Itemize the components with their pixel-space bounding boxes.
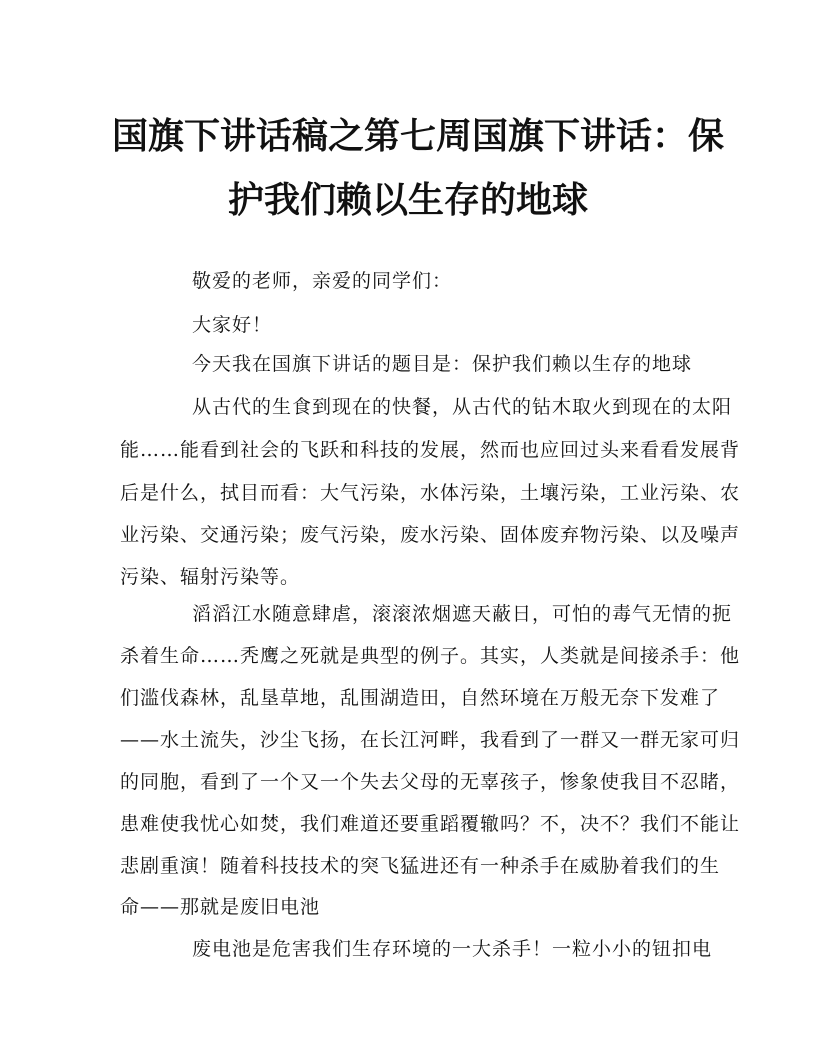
paragraph-line: ——水土流失，沙尘飞扬，在长江河畔，我看到了一群又一群无家可归: [120, 729, 741, 751]
paragraph-line: 废电池是危害我们生存环境的一大杀手！一粒小小的钮扣电: [192, 938, 713, 960]
paragraph-line: 杀着生命……秃鹰之死就是典型的例子。其实，人类就是间接杀手：他: [120, 645, 741, 667]
paragraph-line: 滔滔江水随意肆虐，滚滚浓烟遮天蔽日，可怕的毒气无情的扼: [192, 603, 733, 625]
paragraph-line: 们滥伐森林，乱垦草地，乱围湖造田，自然环境在万般无奈下发难了: [120, 687, 721, 709]
paragraph-line: 业污染、交通污染；废气污染，废水污染、固体废弃物污染、以及噪声: [120, 524, 741, 546]
topic-line: 今天我在国旗下讲话的题目是：保护我们赖以生存的地球: [192, 353, 693, 375]
paragraph-line: 的同胞，看到了一个又一个失去父母的无辜孩子，惨象使我目不忍睹，: [120, 771, 741, 793]
paragraph-line: 患难使我忧心如焚，我们难道还要重蹈覆辙吗？不，决不？我们不能让: [120, 813, 741, 835]
greeting: 大家好！: [192, 314, 273, 336]
salutation: 敬爱的老师，亲爱的同学们：: [192, 270, 453, 292]
paragraph-line: 命——那就是废旧电池: [120, 896, 321, 918]
paragraph-line: 后是什么，拭目而看：大气污染，水体污染，土壤污染，工业污染、农: [120, 482, 741, 504]
paragraph-line: 悲剧重演！随着科技技术的突飞猛进还有一种杀手在威胁着我们的生: [120, 855, 721, 877]
document-title-line-2: 护我们赖以生存的地球: [227, 179, 588, 221]
paragraph-line: 污染、辐射污染等。: [120, 566, 301, 588]
document-title-line-1: 国旗下讲话稿之第七周国旗下讲话：保: [112, 115, 725, 157]
paragraph-line: 从古代的生食到现在的快餐，从古代的钻木取火到现在的太阳: [192, 396, 733, 418]
paragraph-line: 能……能看到社会的飞跃和科技的发展，然而也应回过头来看看发展背: [120, 439, 741, 461]
